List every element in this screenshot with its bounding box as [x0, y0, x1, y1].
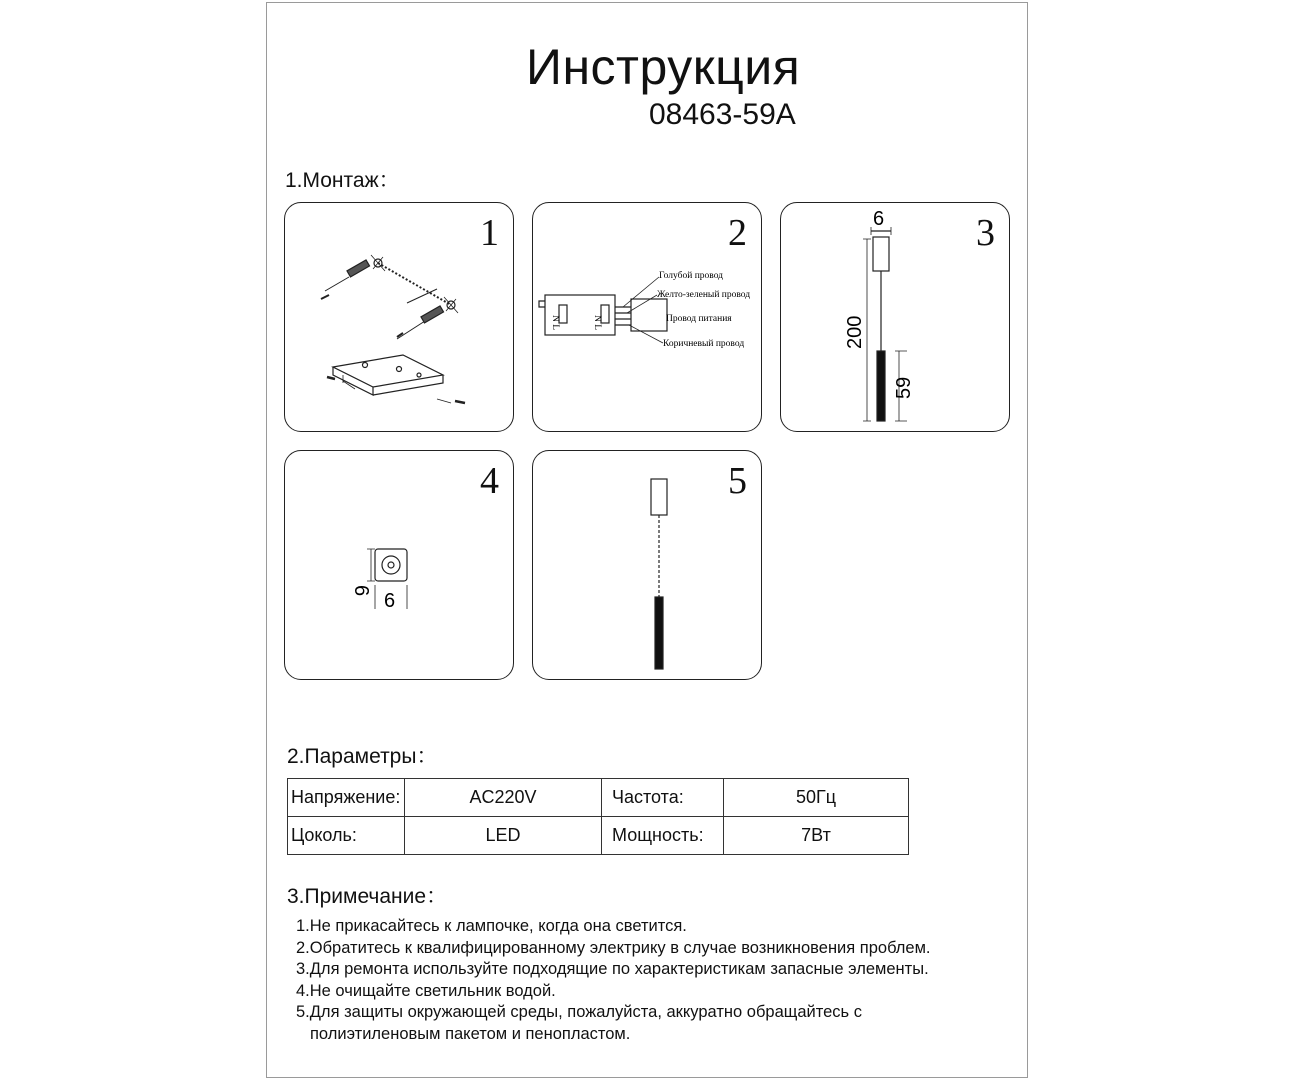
- notes-list: [296, 916, 931, 1045]
- list-item: 1.Не прикасайтесь к лампочке, когда она светится.: [296, 917, 687, 935]
- document-title: Инструкция: [526, 39, 801, 95]
- install-heading: 1.Монтаж：: [285, 169, 400, 192]
- param-value: AC220V: [405, 779, 602, 817]
- assembled-lamp-drawing: [533, 451, 763, 681]
- table-row: [288, 779, 909, 817]
- param-label: Мощность:: [602, 817, 724, 855]
- terminal-label-left: N L: [550, 315, 560, 331]
- list-item: 3.Для ремонта используйте подходящие по характеристикам запасные элементы.: [296, 960, 929, 978]
- install-step-5-panel: [532, 450, 762, 680]
- dim-top-width: 6: [873, 208, 885, 230]
- dim-width: 6: [384, 590, 396, 612]
- param-value: 7Вт: [724, 817, 909, 855]
- list-item: 5.Для защиты окружающей среды, пожалуйста, аккуратно обращайтесь с: [296, 1003, 862, 1021]
- step-number: 2: [728, 212, 747, 254]
- dim-tube-length: 59: [893, 376, 915, 399]
- list-item: 2.Обратитесь к квалифицированному электрику в случае возникновения проблем.: [296, 938, 931, 957]
- dimensions-drawing: [781, 203, 1011, 433]
- list-item: 4.Не очищайте светильник водой.: [296, 981, 556, 1000]
- install-step-1-panel: [284, 202, 514, 432]
- step-number: 5: [728, 460, 747, 502]
- parameters-table: [287, 778, 909, 855]
- params-heading: 2.Параметры：: [287, 745, 438, 768]
- param-value: 50Гц: [724, 779, 909, 817]
- wire-label-power: Провод питания: [666, 314, 732, 324]
- step-number: 3: [976, 212, 995, 254]
- table-row: [288, 817, 909, 855]
- dim-total-length: 200: [844, 315, 866, 349]
- step-number: 1: [480, 212, 499, 254]
- terminal-label-right: N L: [592, 315, 602, 331]
- param-label: Напряжение:: [288, 779, 405, 817]
- end-view-drawing: [285, 451, 515, 681]
- param-value: LED: [405, 817, 602, 855]
- wire-label-ground: Желто-зеленый провод: [657, 290, 751, 300]
- step-number: 4: [480, 460, 499, 502]
- dim-height: 6: [350, 585, 372, 597]
- model-number: 08463-59A: [649, 98, 796, 131]
- list-item-continuation: полиэтиленовым пакетом и пенопластом.: [310, 1024, 631, 1043]
- notes-heading: 3.Примечание：: [287, 885, 448, 908]
- wire-label-brown: Коричневый провод: [663, 339, 745, 349]
- param-label: Частота:: [602, 779, 724, 817]
- install-step-2-panel: [532, 202, 762, 432]
- param-label: Цоколь:: [288, 817, 405, 855]
- install-step-4-panel: [284, 450, 514, 680]
- install-step-3-panel: [780, 202, 1010, 432]
- wire-label-blue: Голубой провод: [659, 271, 724, 281]
- mounting-hardware-drawing: [285, 203, 515, 433]
- wiring-diagram: [533, 203, 763, 433]
